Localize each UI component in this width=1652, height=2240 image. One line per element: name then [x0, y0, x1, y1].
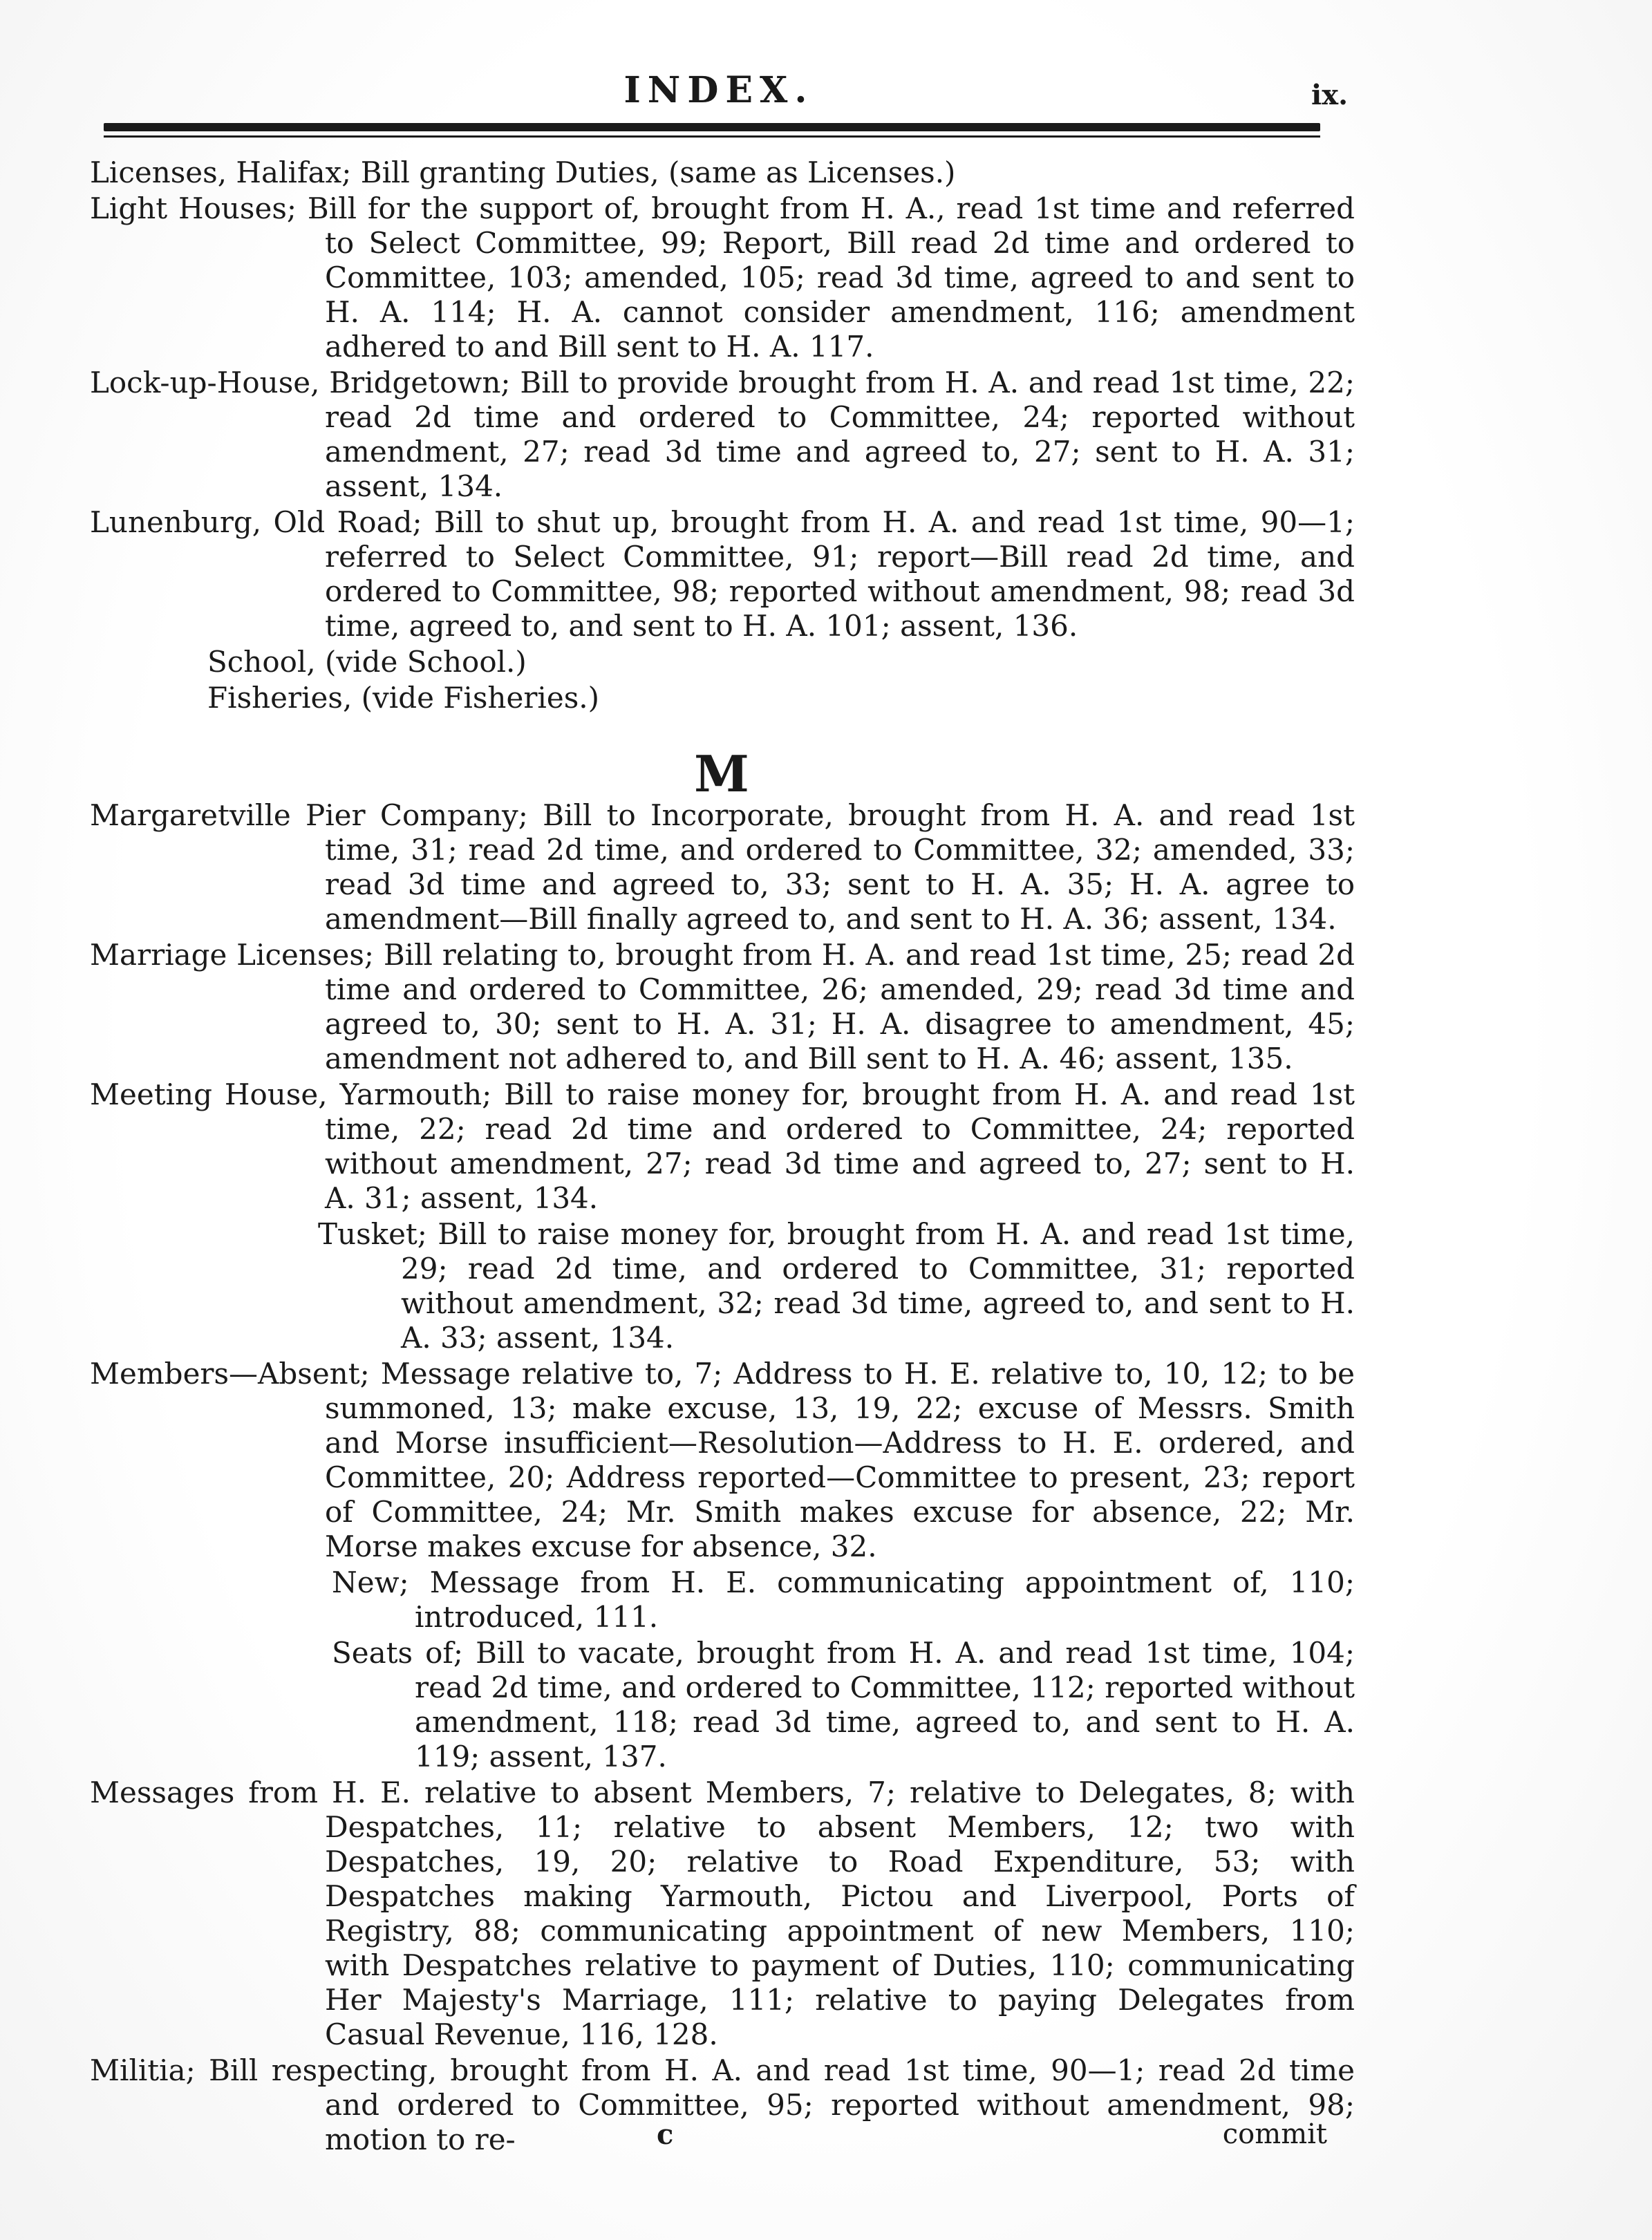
subentry-text: Fisheries, (vide Fisheries.): [207, 681, 599, 715]
entry-head: Margaretville Pier Company;: [90, 798, 543, 832]
entry-body: Bill relating to, brought from H. A. and read 1st time, 25; read 2d time and ordered to Committee, 26; amended, 29; read 3d time and agreed to, 30; sent to H. A. 31; H. A. disagree to amendment, 45; amendment not adhered to, and Bill sent to H. A. 46; assent, 135.: [325, 938, 1355, 1075]
entry-body: Message relative to, 7; Address to H. E. relative to, 10, 12; to be summoned, 13; make excuse, 13, 19, 22; excuse of Messrs. Smith and Morse insufficient—Resolution—Address to H. E. ordered, and Committee, 20; Address reported—Committee to present, 23; report of Committee, 24; Mr. Smith makes excuse for absence, 22; Mr. Morse makes excuse for absence, 32.: [325, 1357, 1355, 1563]
index-entry: [90, 1077, 1355, 1216]
index-entry: [90, 505, 1355, 643]
entry-body: Bill to shut up, brought from H. A. and read 1st time, 90—1; referred to Select Committee, 91; report—Bill read 2d time, and ordered to Committee, 98; reported without amendment, 98; read 3d time, agreed to, and sent to H. A. 101; assent, 136.: [325, 505, 1355, 643]
index-entry: [90, 366, 1355, 504]
entry-head: Messages from H. E.: [90, 1776, 424, 1809]
index-entry: [90, 156, 1355, 190]
catchword: commit: [1222, 2118, 1327, 2150]
entry-body: Bill to Incorporate, brought from H. A. and read 1st time, 31; read 2d time, and ordered to Committee, 32; amended, 33; read 3d time and agreed to, 33; sent to H. A. 35; H. A. agree to amendment—Bill finally agreed to, and sent to H. A. 36; assent, 134.: [325, 798, 1355, 936]
entry-body: relative to absent Members, 7; relative to Delegates, 8; with Despatches, 11; relative to absent Members, 12; two with Despatches, 19, 20; relative to Road Expenditure, 53; with Despatches making Yarmouth, Pictou and Liverpool, Ports of Registry, 88; communicating appointment of new Members, 110; with Despatches relative to payment of Duties, 110; communicating Her Majesty's Marriage, 111; relative to paying Delegates from Casual Revenue, 116, 128.: [325, 1776, 1355, 2051]
index-subentry: [90, 1217, 1355, 1355]
entry-head: Lock-up-House, Bridgetown;: [90, 366, 520, 399]
entry-head: Militia;: [90, 2053, 209, 2087]
index-entry: [90, 1776, 1355, 2052]
index-subentry: [90, 1565, 1355, 1635]
index-entry: [90, 798, 1355, 937]
subentry-text: Tusket; Bill to raise money for, brought from H. A. and read 1st time, 29; read 2d time, and ordered to Committee, 31; reported without amendment, 32; read 3d time, agreed to, and sent to H. A. 33; assent, 134.: [318, 1217, 1355, 1355]
entry-head: Light Houses;: [90, 191, 308, 225]
index-content: [90, 156, 1355, 2158]
index-subentry: [90, 681, 1355, 715]
subentry-text: School, (vide School.): [207, 645, 527, 679]
entry-body: Bill to provide brought from H. A. and read 1st time, 22; read 2d time and ordered to Committee, 24; reported without amendment, 27; read 3d time and agreed to, 27; sent to H. A. 31; assent, 134.: [325, 366, 1355, 503]
page-number: ix.: [1311, 79, 1348, 111]
entry-head: Members—Absent;: [90, 1357, 381, 1391]
index-entry: [90, 1357, 1355, 1564]
entry-head: Marriage Licenses;: [90, 938, 384, 972]
page-title: INDEX.: [623, 69, 814, 111]
section-letter: M: [694, 744, 751, 803]
index-entry: [90, 191, 1355, 364]
entry-head: Meeting House, Yarmouth;: [90, 1077, 505, 1111]
subentry-text: New; Message from H. E. communicating appointment of, 110; introduced, 111.: [332, 1565, 1355, 1634]
entry-head: Lunenburg, Old Road;: [90, 505, 435, 539]
entry-body: Bill granting Duties, (same as Licenses.): [360, 156, 956, 189]
entry-head: Licenses, Halifax;: [90, 156, 361, 189]
index-entry: [90, 2053, 1355, 2157]
entry-body: Bill for the support of, brought from H. A., read 1st time and referred to Select Committee, 99; Report, Bill read 2d time and ordered to Committee, 103; amended, 105; read 3d time, agreed to and sent to H. A. 114; H. A. cannot consider amendment, 116; amendment adhered to and Bill sent to H. A. 117.: [307, 191, 1355, 364]
header: [90, 69, 1348, 124]
index-subentry: [90, 645, 1355, 679]
index-subentry: [90, 1636, 1355, 1774]
header-rule-thick: [104, 123, 1320, 131]
subentry-text: Seats of; Bill to vacate, brought from H. A. and read 1st time, 104; read 2d time, and ordered to Committee, 112; reported without amendment, 118; read 3d time, agreed to, and sent to H. A. 119; assent, 137.: [332, 1636, 1355, 1773]
entry-body: Bill to raise money for, brought from H. A. and read 1st time, 22; read 2d time and ordered to Committee, 24; reported without amendment, 27; read 3d time and agreed to, 27; sent to H. A. 31; assent, 134.: [325, 1077, 1355, 1215]
index-entry: [90, 938, 1355, 1076]
entry-body: Bill respecting, brought from H. A. and read 1st time, 90—1; read 2d time and ordered to Committee, 95; reported without amendment, 98; motion to re-: [209, 2053, 1355, 2156]
header-rule-thin: [104, 135, 1320, 138]
signature-mark: c: [657, 2118, 674, 2151]
